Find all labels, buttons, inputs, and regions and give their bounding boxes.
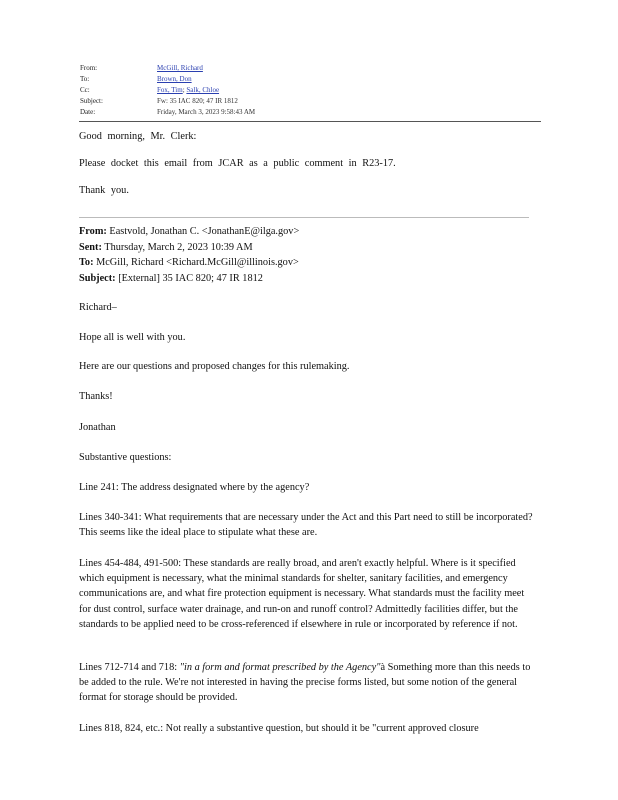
q4-mark: à <box>380 662 386 673</box>
question-lines-712-718 <box>79 660 537 706</box>
header-subject-label: Subject: <box>80 97 103 105</box>
message-thanks: Thanks! <box>79 391 113 402</box>
q4-prefix: Lines 712-714 and 718: <box>79 662 180 673</box>
intro-thanks: Thank you. <box>79 185 129 196</box>
header-subject-value: Fw: 35 IAC 820; 47 IR 1812 <box>157 97 238 105</box>
salutation: Richard– <box>79 302 117 313</box>
hope-line: Hope all is well with you. <box>79 332 186 343</box>
question-lines-818-824: Lines 818, 824, etc.: Not really a substantive question, but should it be "current approved closure <box>79 723 479 734</box>
header-from-link[interactable]: McGill, Richard <box>157 64 203 72</box>
header-date-row <box>80 107 540 118</box>
question-lines-340-341: Lines 340-341: What requirements that are necessary under the Act and this Part need to still be incorporated? This seems like the ideal place to stipulate what these are. <box>79 512 533 539</box>
header-to-label: To: <box>80 75 90 83</box>
fwd-to-label: To: <box>79 257 94 268</box>
email-header <box>80 63 540 118</box>
fwd-to-value: McGill, Richard <Richard.McGill@illinois.gov> <box>96 257 299 268</box>
header-date-value: Friday, March 3, 2023 9:58:43 AM <box>157 108 256 116</box>
header-from-label: From: <box>80 64 98 72</box>
header-to-link[interactable]: Brown, Don <box>157 75 192 83</box>
docket-request: Please docket this email from JCAR as a public comment in R23-17. <box>79 158 396 169</box>
fwd-from-label: From: <box>79 226 107 237</box>
header-from-row <box>80 63 540 74</box>
header-subject-row <box>80 96 540 107</box>
header-cc-separator: ; <box>182 86 187 94</box>
greeting: Good morning, Mr. Clerk: <box>79 131 197 142</box>
header-cc-label: Cc: <box>80 86 90 94</box>
header-cc-link-fox[interactable]: Fox, Tim <box>157 86 183 94</box>
fwd-sent-label: Sent: <box>79 241 102 253</box>
q4-quote: "in a form and format prescribed by the Agency" <box>179 662 381 673</box>
here-line: Here are our questions and proposed changes for this rulemaking. <box>79 361 350 372</box>
fwd-from-value: Eastvold, Jonathan C. <JonathanE@ilga.gov> <box>109 226 300 237</box>
section-heading: Substantive questions: <box>79 452 172 463</box>
fwd-subject-label: Subject: <box>79 272 116 284</box>
q4-rest: Something more than this needs to be added to the rule. We're not interested in having the precise forms listed, but some notion of the general format for storage should be provided. <box>79 662 531 704</box>
question-lines-454-500: Lines 454-484, 491-500: These standards are really broad, and aren't exactly helpful. Where is it specified which equipment is necessary, what the minimal standards for shelter, sanitary facilities, and emergency communications are, and what fire protection equipment is necessary. What standards must the facility meet for dust control, surface water drainage, and run-on and runoff control? Admittedly facilities differ, but the standards to be applied need to be cross-referenced if elsewhere in rule or incorporated by reference if not. <box>79 558 525 630</box>
header-cc-row <box>80 85 540 96</box>
header-cc-link-salk[interactable]: Salk, Chloe <box>186 86 220 94</box>
signoff: Jonathan <box>79 422 116 433</box>
fwd-sent-value: Thursday, March 2, 2023 10:39 AM <box>104 241 253 253</box>
fwd-subject-value: [External] 35 IAC 820; 47 IR 1812 <box>118 272 263 284</box>
header-to-row <box>80 74 540 85</box>
fwd-sent-row <box>79 240 299 256</box>
question-line-241: Line 241: The address designated where by the agency? <box>79 482 310 493</box>
fwd-subject-row <box>79 271 299 287</box>
forward-divider <box>79 217 529 218</box>
header-divider <box>79 121 541 122</box>
header-date-label: Date: <box>80 108 96 116</box>
fwd-to-row <box>79 255 299 271</box>
forwarded-header <box>79 224 299 286</box>
fwd-from-row <box>79 224 299 240</box>
